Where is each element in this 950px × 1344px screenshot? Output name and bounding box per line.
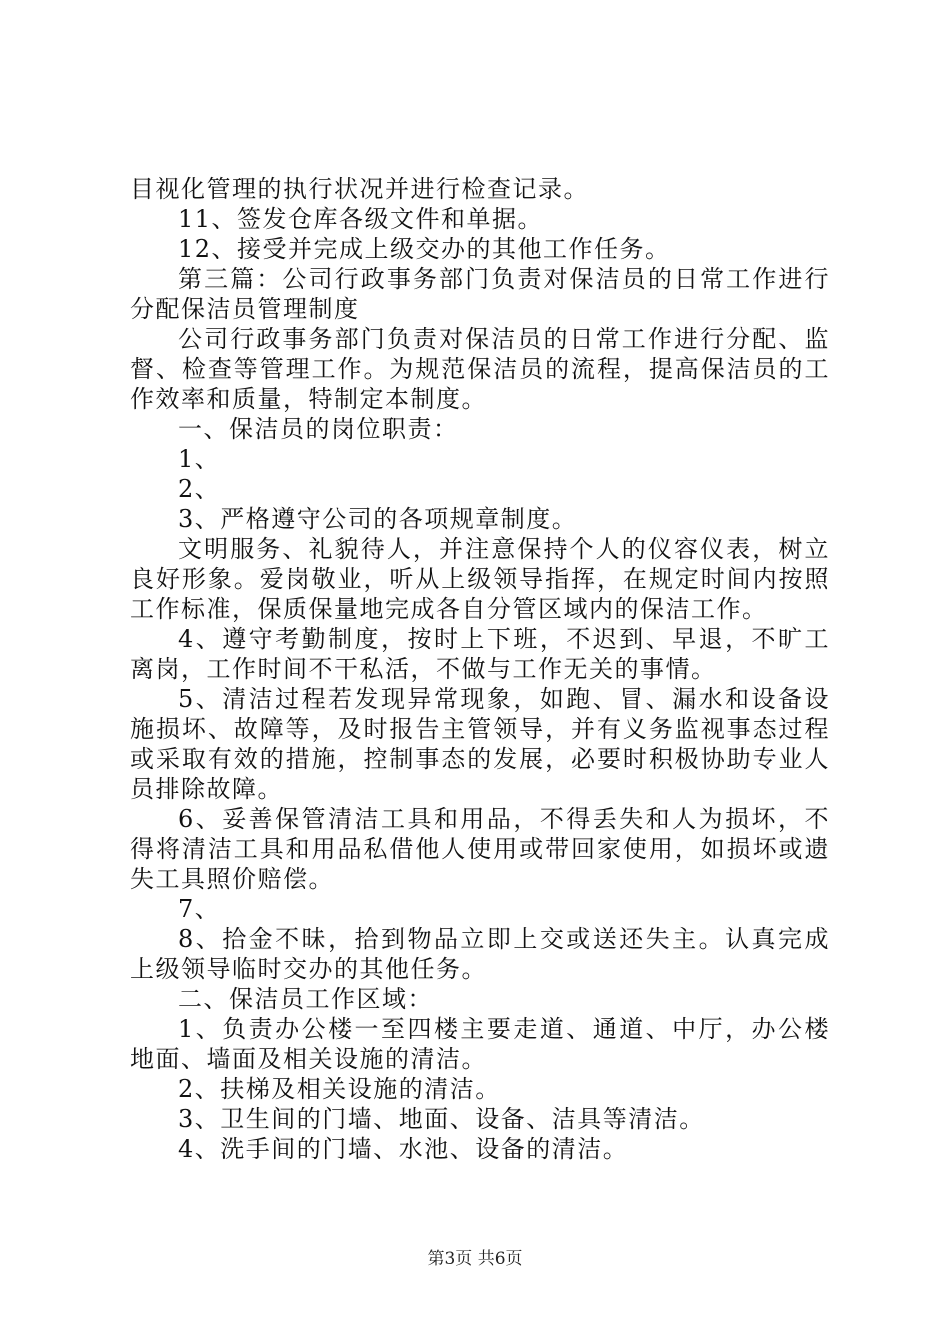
duty-item-6: 6、妥善保管清洁工具和用品，不得丢失和人为损坏，不得将清洁工具和用品私借他人使用或带回家使用，如损坏或遗失工具照价赔偿。 [130,805,830,893]
document-body [130,174,830,1164]
duty-paragraph-service: 文明服务、礼貌待人，并注意保持个人的仪容仪表，树立良好形象。爱岗敬业，听从上级领导指挥，在规定时间内按照工作标准，保质保量地完成各自分管区域内的保洁工作。 [130,535,830,623]
paragraph-3: 12、接受并完成上级交办的其他工作任务。 [178,235,671,263]
duty-item-2: 2、 [178,475,221,503]
area-item-2: 2、扶梯及相关设施的清洁。 [178,1075,501,1103]
duty-item-4: 4、遵守考勤制度，按时上下班，不迟到、早退，不旷工离岗，工作时间不干私活，不做与工作无关的事情。 [130,625,830,683]
section-heading-work-area: 二、保洁员工作区域： [178,985,433,1013]
area-item-3: 3、卫生间的门墙、地面、设备、洁具等清洁。 [178,1105,705,1133]
area-item-1: 1、负责办公楼一至四楼主要走道、通道、中厅，办公楼地面、墙面及相关设施的清洁。 [130,1015,830,1073]
paragraph-intro: 公司行政事务部门负责对保洁员的日常工作进行分配、监督、检查等管理工作。为规范保洁员的流程，提高保洁员的工作效率和质量，特制定本制度。 [130,325,830,413]
area-item-4: 4、洗手间的门墙、水池、设备的清洁。 [178,1135,629,1163]
duty-item-8: 8、拾金不昧，拾到物品立即上交或送还失主。认真完成上级领导临时交办的其他任务。 [130,925,830,983]
paragraph-2: 11、签发仓库各级文件和单据。 [178,205,544,233]
duty-item-5: 5、清洁过程若发现异常现象，如跑、冒、漏水和设备设施损坏、故障等，及时报告主管领导，并有义务监视事态过程或采取有效的措施，控制事态的发展，必要时积极协助专业人员排除故障。 [130,685,830,803]
section-heading-part-three: 第三篇：公司行政事务部门负责对保洁员的日常工作进行分配保洁员管理制度 [130,265,830,323]
section-heading-duties: 一、保洁员的岗位职责： [178,415,459,443]
page-number-footer: 第3页 共6页 [427,1249,523,1269]
paragraph-1: 目视化管理的执行状况并进行检查记录。 [130,175,589,203]
duty-item-3: 3、严格遵守公司的各项规章制度。 [178,505,578,533]
duty-item-7: 7、 [178,895,221,923]
duty-item-1: 1、 [178,445,221,473]
